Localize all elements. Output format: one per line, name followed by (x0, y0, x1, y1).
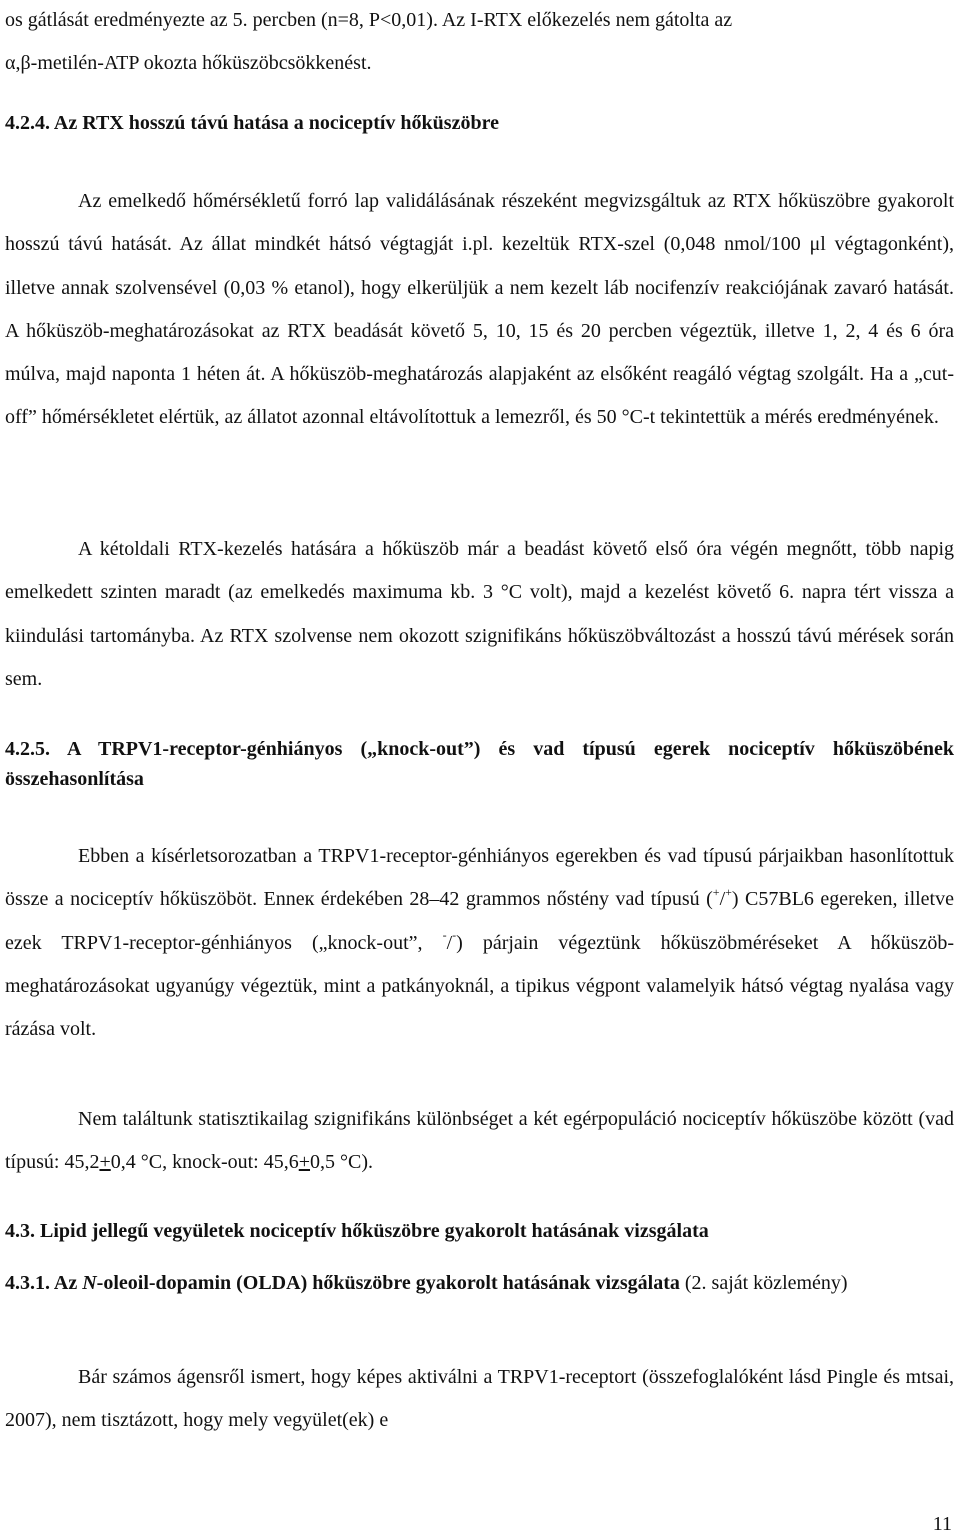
ko2-text-c: 0,5 °C). (310, 1151, 374, 1174)
paragraph-olda-intro: Bár számos ágensről ismert, hogy képes aktiválni a TRPV1-receptort (összefoglalóként lásd Pingle és mtsai, 2007), nem tisztázott, hogy mely vegyület(ek) e (5, 1366, 954, 1432)
ko-slash-1: / (719, 888, 726, 911)
ko2-text-b: 0,4 °C, knock-out: 45,6 (110, 1151, 299, 1174)
heading-4-3-1-ref: (2. saját közlemény) (679, 1272, 848, 1294)
ko-slash-2: / (446, 931, 453, 954)
heading-4-2-5: 4.2.5. A TRPV1-receptor-génhiányos („knock-out”) és vad típusú egerek nociceptív hőküszöbének összehasonlítása (5, 738, 954, 790)
plus-minus-2: + (298, 1151, 311, 1174)
ko-text-b: ) C57BL6 egereken, illetve ezek TRPV1-receptor-génhiányos („knock-out”, (5, 888, 954, 954)
heading-4-2-4: 4.2.4. Az RTX hosszú távú hatása a nociceptív hőküszöbre (5, 112, 499, 134)
heading-4-3-1 (5, 1269, 954, 1298)
genotype-sup-2: + (725, 884, 732, 899)
heading-4-3-1-number: 4.3.1. Az (5, 1272, 83, 1294)
heading-4-3-1-title: -oleoil-dopamin (OLDA) hőküszöbre gyakorolt hatásának vizsgálata (96, 1272, 680, 1294)
ko2-text-a: Nem találtunk statisztikailag szignifikáns különbséget a két egérpopuláció nociceptív hőküszöbe között (vad típusú: 45,2 (5, 1108, 954, 1174)
paragraph-rtx-result: A kétoldali RTX-kezelés hatására a hőküszöb már a beadást követő első óra végén megnőtt, több napig emelkedett szinten maradt (az emelkedés maximuma kb. 3 °C volt), majd a kezelést követő 6. napra tért vissza a kiindulási tartományba. Az RTX szolvense nem okozott szignifikáns hőküszöbváltozást a hosszú távú mérések során sem. (5, 538, 954, 690)
genotype-sup-4: - (452, 927, 457, 942)
heading-4-3-1-italic-n: N (82, 1272, 97, 1294)
paragraph-knockout-method (5, 835, 954, 1051)
paragraph-top-line2: α,β-metilén-ATP okozta hőküszöbcsökkenést. (5, 52, 372, 75)
ko-text-c: ) párjain végeztünk hőküszöbméréseket A hőküszöb-meghatározásokat ugyanúgy végeztük, mint a patkányoknál, a tipikus végpont valamelyik hátsó végtag nyalása vagy rázása volt. (5, 931, 955, 1041)
paragraph-knockout-result (5, 1098, 954, 1185)
page-number: 11 (932, 1513, 952, 1535)
ko-text-a: Ebben a kísérletsorozatban a TRPV1-receptor-génhiányos egerekben és vad típusú párjaikban hasonlítottuk össze a nociceptív hőküszöböt. Enneк érdekében 28–42 grammos nőstény vad típusú ( (5, 845, 954, 911)
paragraph-top-line1: os gátlását eredményezte az 5. percben (n=8, P<0,01). Az I-RTX előkezelés nem gátolta az (5, 9, 733, 31)
heading-4-3: 4.3. Lipid jellegű vegyületek nociceptív hőküszöbre gyakorolt hatásának vizsgálata (5, 1220, 709, 1242)
paragraph-top (5, 0, 954, 86)
paragraph-rtx-method: Az emelkedő hőmérsékletű forró lap validálásának részeként megvizsgáltuk az RTX hőküszöbre gyakorolt hosszú távú hatását. Az állat mindkét hátsó végtagját i.pl. kezeltük RTX-szel (0,048 nmol/100 μl végtagonként), illetve annak szolvensével (0,03 % etanol), hogy elkerüljük a nem kezelt láb nocifenzív reakciójának zavaró hatását. A hőküszöb-meghatározásokat az RTX beadását követő 5, 10, 15 és 20 percben végeztük, illetve 1, 2, 4 és 6 óra múlva, majd naponta 1 héten át. A hőküszöb-meghatározás alapjaként az elsőként reagáló végtag szolgált. Ha a „cut-off” hőmérsékletet elértük, az állatot azonnal eltávolítottuk a lemezről, és 50 °C-t tekintettük a mérés eredményének. (5, 190, 954, 429)
genotype-sup-1: + (712, 884, 720, 899)
genotype-sup-3: - (442, 927, 447, 942)
plus-minus-1: + (99, 1151, 111, 1174)
